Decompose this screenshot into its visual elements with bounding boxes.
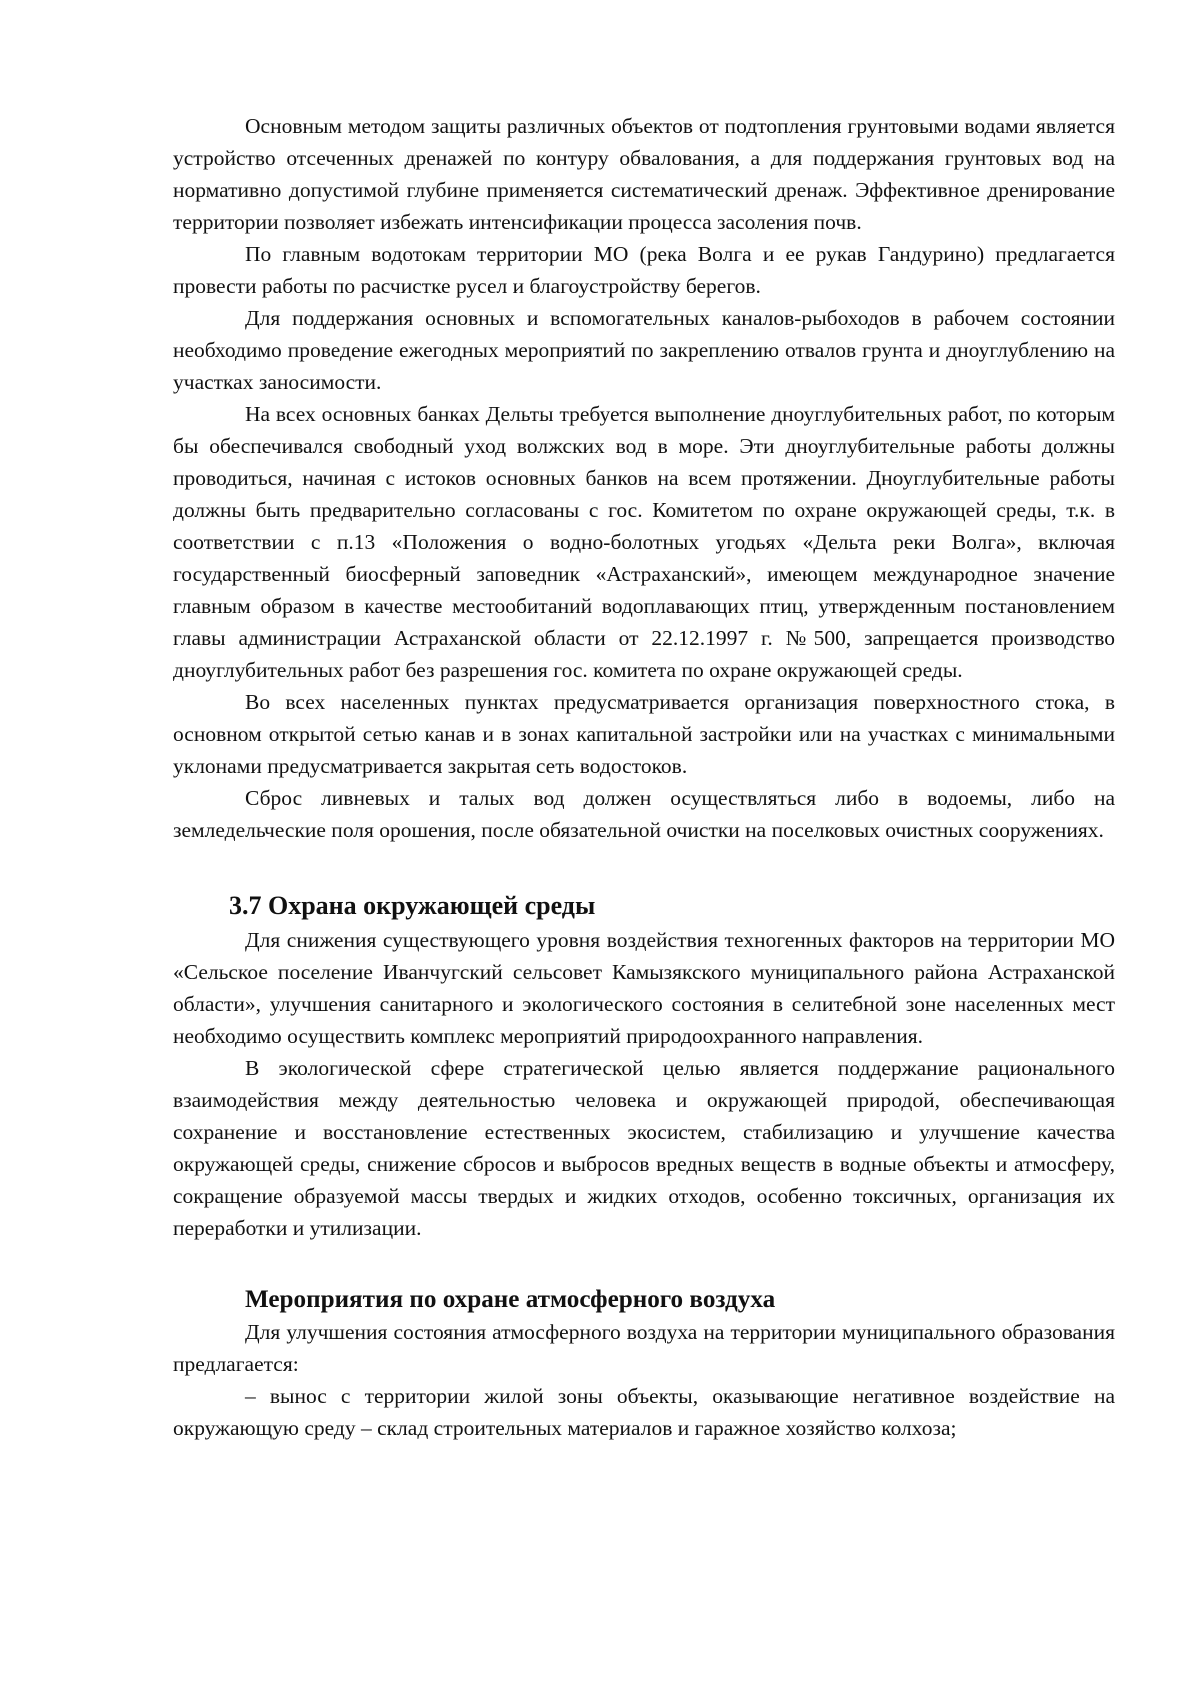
paragraph-watercourses: По главным водотокам территории МО (река Волга и ее рукав Гандурино) предлагается провести работы по расчистке русел и благоустройству берегов. — [173, 242, 1115, 298]
paragraph-eco-goal: В экологической сфере стратегической целью является поддержание рационального взаимодействия между деятельностью человека и окружающей природой, обеспечивающая сохранение и восстановление естественных экосистем, стабилизацию и улучшение качества окружающей среды, снижение сбросов и выбросов вредных веществ в водные объекты и атмосферу, сокращение образуемой массы твердых и жидких отходов, особенно токсичных, организация их переработки и утилизации. — [173, 1056, 1115, 1240]
paragraph-surface-runoff: Во всех населенных пунктах предусматривается организация поверхностного стока, в основном открытой сетью канав и в зонах капитальной застройки или на участках с минимальными уклонами предусматривается закрытая сеть водостоков. — [173, 690, 1115, 778]
section-spacer — [173, 846, 1115, 888]
paragraph-dredging: На всех основных банках Дельты требуется выполнение дноуглубительных работ, по которым бы обеспечивался свободный уход волжских вод в море. Эти дноуглубительные работы должны проводиться, начиная с истоков основных банков на всем протяжении. Дноуглубительные работы должны быть предварительно согласованы с гос. Комитетом по охране окружающей среды, т.к. в соответствии с п.13 «Положения о водно-болотных угодьях «Дельта реки Волга», включая государственный биосферный заповедник «Астраханский», имеющем международное значение главным образом в качестве местообитаний водоплавающих птиц, утвержденным постановлением главы администрации Астраханской области от 22.12.1997 г. №500, запрещается производство дноуглубительных работ без разрешения гос. комитета по охране окружающей среды. — [173, 402, 1115, 682]
paragraph-drainage: Основным методом защиты различных объектов от подтопления грунтовыми водами является устройство отсеченных дренажей по контуру обвалования, а для поддержания грунтовых вод на нормативно допустимой глубине применяется систематический дренаж. Эффективное дренирование территории позволяет избежать интенсификации процесса засоления почв. — [173, 114, 1115, 234]
paragraph-fish-channels: Для поддержания основных и вспомогательных каналов-рыбоходов в рабочем состоянии необходимо проведение ежегодных мероприятий по закреплению отвалов грунта и дноуглублению на участках заносимости. — [173, 306, 1115, 394]
paragraph-air-intro: Для улучшения состояния атмосферного воздуха на территории муниципального образования предлагается: — [173, 1320, 1115, 1376]
subheading-air-protection: Мероприятия по охране атмосферного воздуха — [245, 1286, 776, 1313]
paragraph-storm-water: Сброс ливневых и талых вод должен осуществляться либо в водоемы, либо на земледельческие поля орошения, после обязательной очистки на поселковых очистных сооружениях. — [173, 786, 1115, 842]
list-item-relocation: – вынос с территории жилой зоны объекты, оказывающие негативное воздействие на окружающую среду – склад строительных материалов и гаражное хозяйство колхоза; — [173, 1384, 1115, 1440]
section-title: 3.7 Охрана окружающей среды — [229, 891, 596, 920]
document-page — [173, 110, 1115, 1444]
subsection-spacer — [173, 1244, 1115, 1284]
paragraph-env-measures: Для снижения существующего уровня воздействия техногенных факторов на территории МО «Сельское поселение Иванчугский сельсовет Камызякского муниципального района Астраханской области», улучшения санитарного и экологического состояния в селитебной зоне населенных мест необходимо осуществить комплекс мероприятий природоохранного направления. — [173, 928, 1115, 1048]
